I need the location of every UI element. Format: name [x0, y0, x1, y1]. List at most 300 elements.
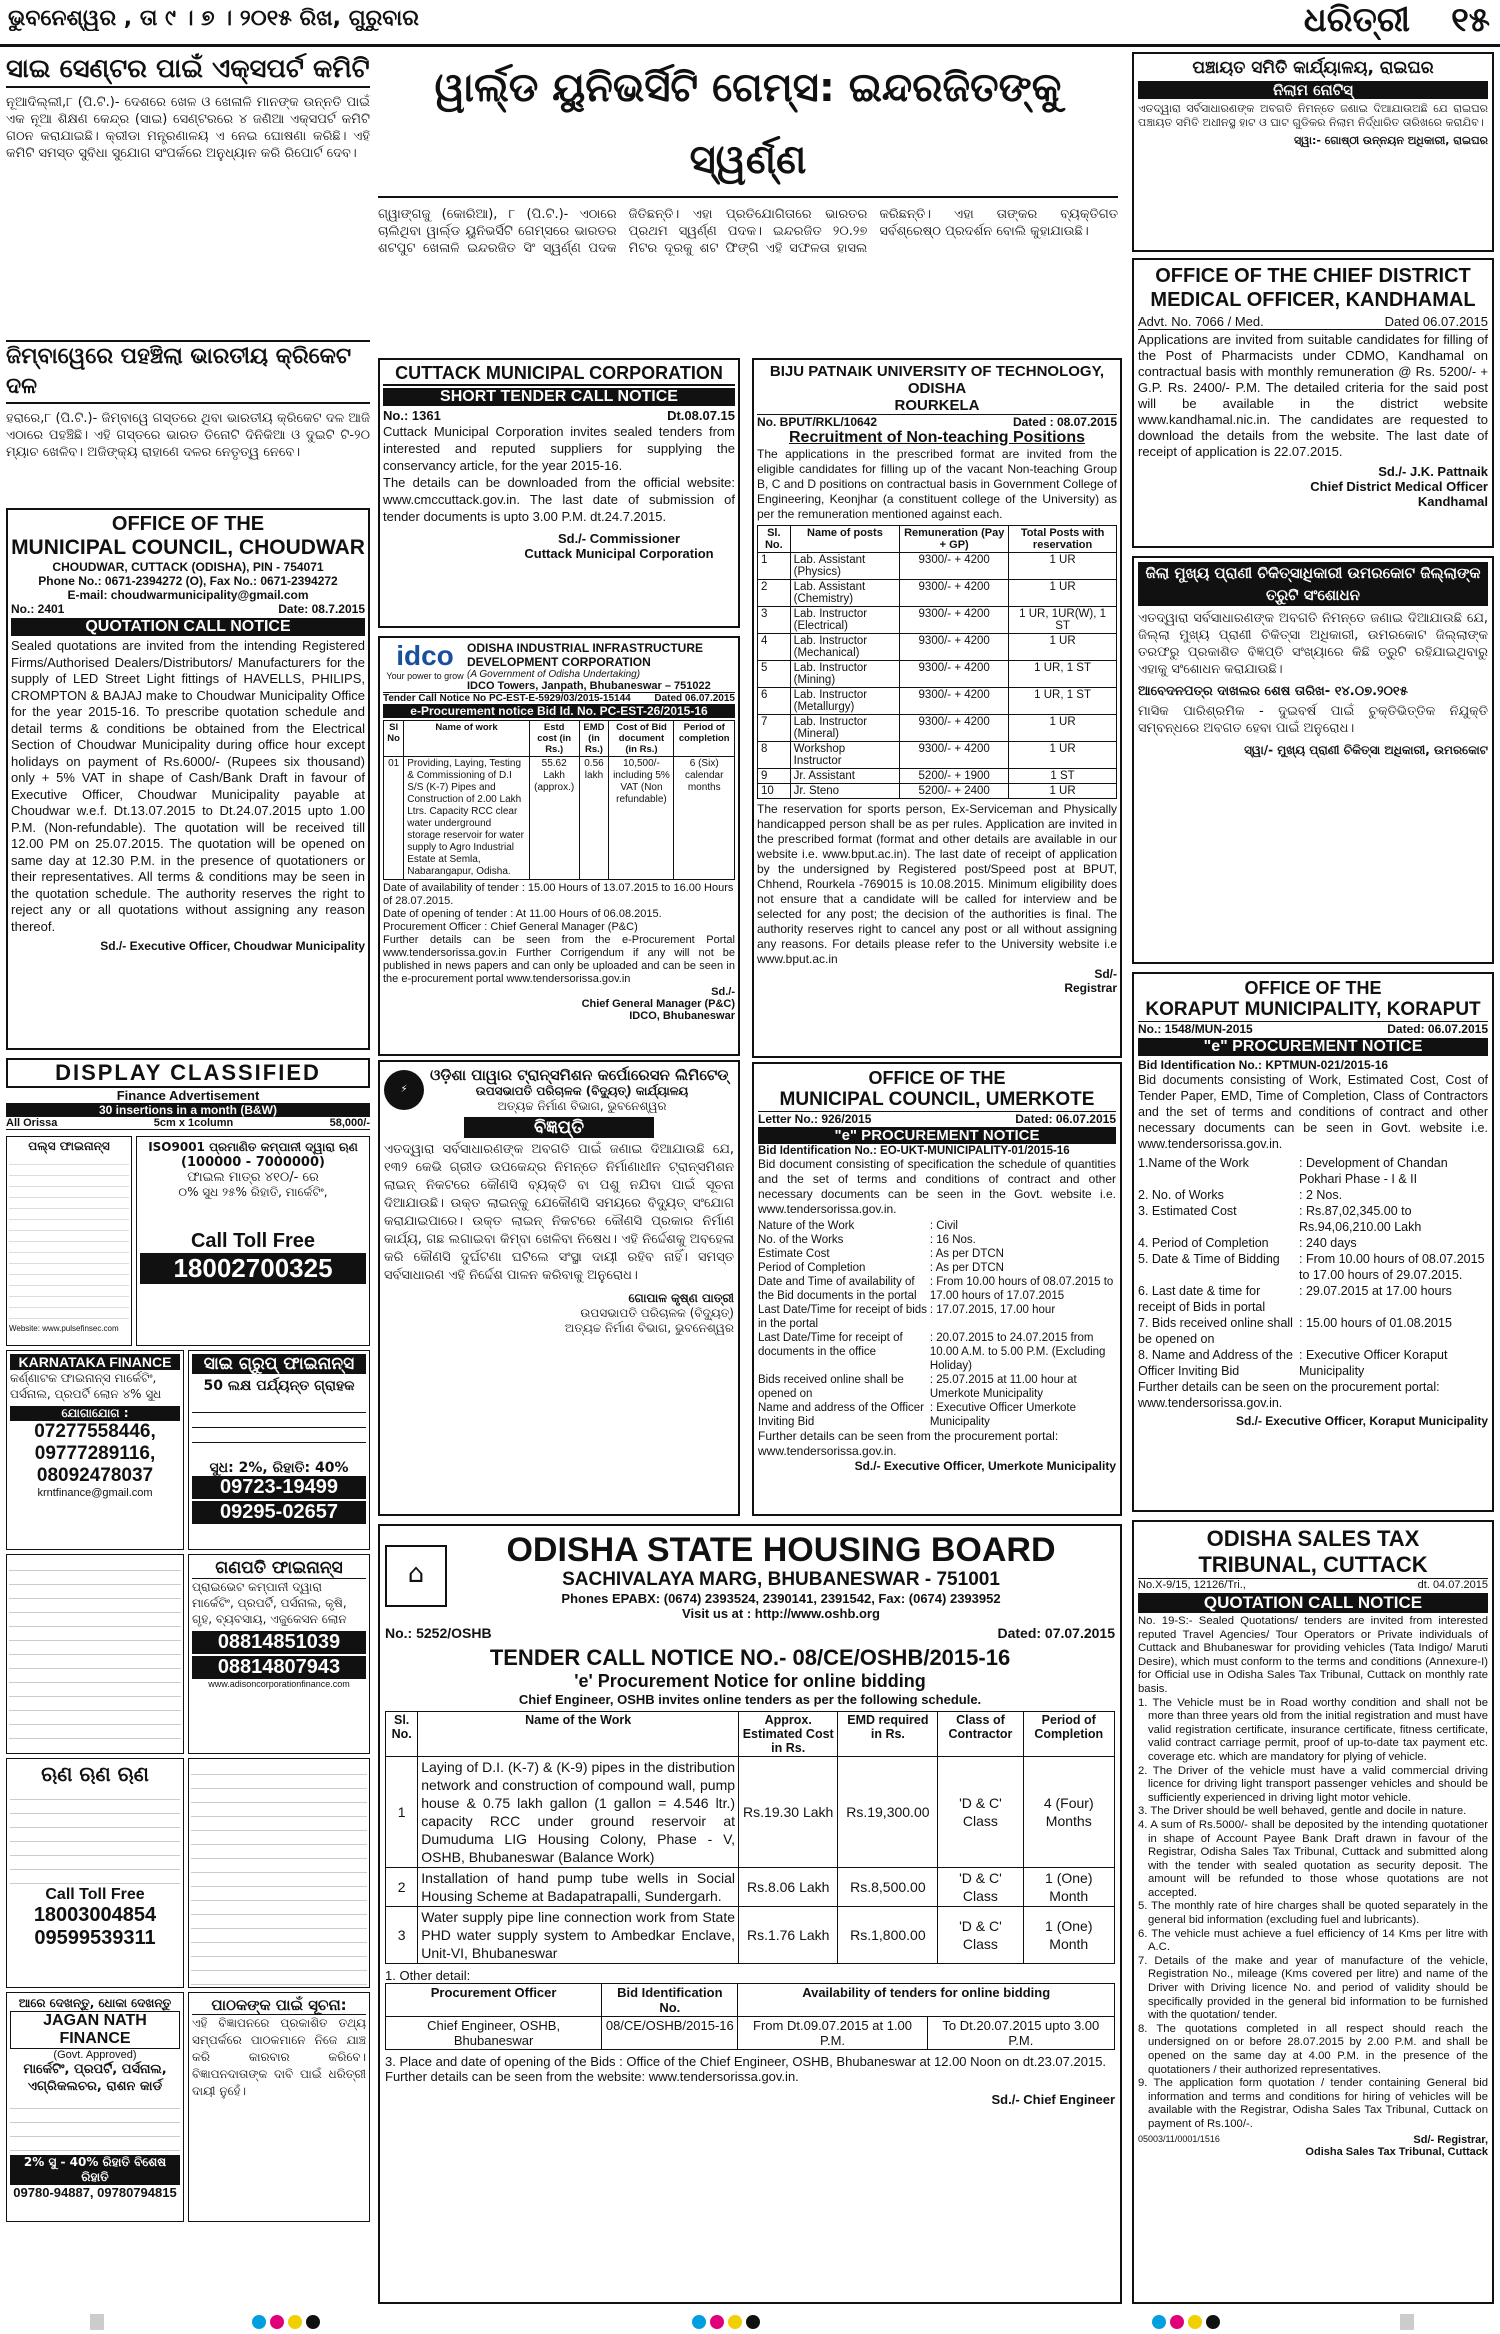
table-cell: Jr. Assistant — [790, 769, 900, 784]
code: 05003/11/0001/1516 — [1138, 2133, 1220, 2144]
insertions: 30 insertions in a month (B&W) — [6, 1103, 370, 1117]
ad-body: କର୍ଣ୍ଣାଟକ ଫାଇନାନ୍ସ ମାର୍କେଟିଂ, ପର୍ସନାଲ, ପ୍ରପର୍ଟି ଲୋନ ୪% ସୁଧ — [10, 1371, 162, 1401]
detail-label: Date and Time of availability of the Bid documents in the portal — [758, 1276, 917, 1302]
headline: ଜିମ୍ବାୱେରେ ପହଞ୍ଚିଲା ଭାରତୀୟ କ୍ରିକେଟ ଦଳ — [6, 340, 370, 404]
table-cell: 1 UR — [1009, 784, 1117, 799]
bid-id: e-Procurement notice Bid Id. No. PC-EST-26/2015-16 — [383, 704, 735, 718]
procurement-officer: Procurement Officer : Chief General Manager (P&C) — [383, 921, 638, 933]
detail-value: : Civil — [929, 1220, 958, 1232]
table-cell: Laying of D.I. (K-7) & (K-9) pipes in the distribution network and construction of compound wall, pump house & 0.75 lakh gallon (1 gallon = 4.546 ltr.) capacity RCC under ground reservoir at Dumuduma LIG Housing Colony, Phase - V, OSHB, Bhubaneswar (Balance Work) — [418, 1757, 739, 1868]
table-cell: 10,500/- including 5% VAT (Non refundable) — [609, 757, 674, 880]
table-cell: 9 — [758, 769, 791, 784]
table-row — [758, 769, 1117, 784]
detail-row — [758, 1401, 1116, 1429]
notice-date: Dated : 08.07.2015 — [1012, 415, 1117, 429]
detail-label: 2. No. of Works — [1138, 1188, 1224, 1202]
phone: Phone No.: 0671-2394272 (O), Fax No.: 0671-2394272 — [38, 574, 338, 588]
detail-value: : 16 Nos. — [929, 1234, 976, 1246]
table-row — [758, 580, 1117, 607]
notice-body-2: The details can be downloaded from the official website: www.cmccuttack.gov.in. The last date of submission of tender documents is upto 3.00 P.M. dt.24.7.2015. — [383, 475, 735, 524]
notice-body: ଏତଦ୍ୱାରା ସର୍ବସାଧାରଣଙ୍କ ଅବଗତି ନିମନ୍ତେ ଜଣାଇ ଦିଆଯାଉଅଛି ଯେ ରାଇଘର ପଞ୍ଚାୟତ ସମିତି ଅଧୀନସ୍ଥ ହାଟ ଓ ଘାଟ ଗୁଡିକର ନିଲାମ ନିର୍ଦ୍ଧାରିତ ତାରିଖରେ କରାଯିବ। — [1138, 102, 1488, 129]
signature-title: Odisha Sales Tax Tribunal, Cuttack — [1305, 2145, 1488, 2158]
detail-row — [1138, 1347, 1488, 1379]
notice-title-line1: OFFICE OF THE — [868, 1068, 1006, 1088]
detail-row — [758, 1331, 1116, 1373]
notice-title-line1: OFFICE OF THE — [111, 513, 265, 535]
detail-label: Last Date/Time for receipt of documents in the office — [758, 1332, 903, 1358]
signature-title: ଉପସଭାପତି ପରିଚାଳକ (ବିଦ୍ୟୁତ୍) — [580, 1306, 734, 1320]
signature-place: Kandhamal — [1417, 494, 1488, 509]
ad-title: ISO9001 ପ୍ରମାଣିତ କମ୍ପାନୀ ଦ୍ୱାରା ଋଣ — [148, 1140, 358, 1154]
table-header: Sl No — [384, 721, 404, 757]
table-row — [758, 634, 1117, 661]
numbered-point: 4. A sum of Rs.5000/- shall be deposited by the intending quotationer in shape of Account Payee Bank Draft drawn in favour of the Registrar, Odisha Sales Tax Tribunal, Cuttack and submitted along with the tender with sealed quotation as security deposit. The amount will be refunded to those whose quotations are not accepted. — [1138, 1818, 1488, 1899]
notice-body: Sealed quotations are invited from the intending Registered Firms/Authorised Dealers/Distributors/ Manufacturers for the supply of LED Street Light fittings of HAVELLS, PHILIPS, CROMPTON & BAJAJ make to Choudwar Municipality Office for the year 2015-16. To prescribe quotation schedule and detail terms & conditions be obtained from the Electrical Section of Choudwar Municipality during office hour except holidays on payment of Rs.6000/- (Rupees six thousand) only + 5% VAT in shape of Cash/Bank Draft in favour of Executive Officer, Choudwar Municipality payable at Choudwar w.e.f. Dt.13.07.2015 to Dt.24.07.2015 upto 1.00 P.M. (Non-refundable). The quotation will be received till 12.00 PM on 25.07.2015. The quotation will be opened on same day at 12.30 P.M. in the presence of quotationers or their representatives. All terms & conditions may be seen in the quotation schedule. The authority reserves the right to reject any or all quotations without assigning any reason thereof. — [11, 638, 365, 934]
notice-number: No.: 1548/MUN-2015 — [1138, 1022, 1253, 1036]
signature: Sd./- Commissioner — [557, 531, 681, 546]
notice-subtitle: QUOTATION CALL NOTICE — [11, 618, 365, 636]
table-header: Procurement Officer — [386, 1984, 602, 2017]
table-header: EMD (in Rs.) — [579, 721, 609, 757]
place-of-opening: 3. Place and date of opening of the Bids : Office of the Chief Engineer, OSHB, Bhubaneswar at 12.00 Noon on dt.23.07.2015. — [385, 2054, 1107, 2069]
numbered-point: 3. The Driver should be well behaved, gentle and docile in nature. — [1138, 1805, 1467, 1818]
newspaper-logo: ଧରିତ୍ରୀ — [1303, 0, 1410, 40]
table-cell: Installation of hand pump tube wells in Social Housing Scheme at Badapatrapalli, Sundergarh. — [418, 1868, 739, 1907]
table-cell: 1 UR, 1 ST — [1009, 661, 1117, 688]
detail-label: 8. Name and Address of the Officer Inviting Bid — [1138, 1348, 1293, 1378]
ad-title: ଋଣ ଋଣ ଋଣ — [41, 1762, 149, 1786]
table-cell: 7 — [758, 715, 791, 742]
notice-number: No.: 2401 — [11, 602, 65, 616]
numbered-point: 6. The vehicle must achieve a fuel efficiency of 14 Kms per litre with A.C. — [1138, 1927, 1488, 1954]
cdmo-notice — [1132, 258, 1494, 548]
further-details: Further details can be seen from the procurement portal: www.tendersorissa.gov.in. — [758, 1429, 1059, 1458]
registration-dot — [270, 2315, 284, 2329]
registration-dot — [1188, 2315, 1202, 2329]
notice-date: Date: 08.7.2015 — [278, 602, 365, 616]
signature-place: ଅତ୍ୟଚ୍ଚ ନିର୍ମାଣ ବିଭାଗ, ଭୁବନେଶ୍ୱର — [564, 1321, 734, 1335]
table-cell: Chief Engineer, OSHB, Bhubaneswar — [386, 2017, 602, 2050]
ad-title: ପଲ୍ସ ଫାଇନାନ୍ସ — [28, 1139, 110, 1153]
table-cell: 9300/- + 4200 — [900, 553, 1009, 580]
table-header: Name of posts — [790, 526, 900, 553]
table-cell: Jr. Steno — [790, 784, 900, 799]
ad-file-fee: ଫାଇଲ ମାତ୍ର ୪୧୦/- ରେ — [187, 1170, 319, 1185]
table-cell: Rs.8,500.00 — [838, 1868, 938, 1907]
detail-label: 7. Bids received online shall be opened on — [1138, 1316, 1293, 1346]
notice-title-line2: TRIBUNAL, CUTTACK — [1138, 1552, 1488, 1579]
ad-ganapati-finance — [188, 1554, 370, 1754]
notice-title: BIJU PATNAIK UNIVERSITY OF TECHNOLOGY, ODISHA — [769, 363, 1105, 397]
table-header: Name of the Work — [418, 1712, 739, 1757]
registration-dot — [1152, 2315, 1166, 2329]
ad-toll-free: Call Toll Free — [190, 1230, 316, 1252]
article-body: ନୂଆଦିଲ୍ଲୀ,୮ (ପି.ଟି.)- ଦେଶରେ ଖେଳ ଓ ଖେଳାଳି ମାନଙ୍କ ଉନ୍ନତି ପାଇଁ ଏକ ନୂଆ ଶିକ୍ଷଣ କେନ୍ଦ୍ର (ସାଇ) ସେଣ୍ଟରରେ ୪ ଜଣିଆ ଏକ୍ସପର୍ଟ କମିଟି ଗଠନ କରାଯାଇଛି। କ୍ରୀଡା ମନ୍ତ୍ରଣାଳୟ ଏ ନେଇ ଘୋଷଣା କରିଛି। ଏହି କମିଟି ସମସ୍ତ ସୁବିଧା ସୁଯୋଗ ସଂପର୍କରେ ଅନୁଧ୍ୟାନ କରି ରିପୋର୍ଟ ଦେବ। — [6, 95, 370, 161]
ad-range: (100000 - 7000000) — [181, 1155, 325, 1170]
table-cell: Workshop Instructor — [790, 742, 900, 769]
ad-phone-2[interactable]: 09599539311 — [34, 1927, 156, 1949]
ad-phone-2[interactable]: 09295-02657 — [192, 1501, 366, 1524]
signature: ଗୋପାଳ କୃଷ୍ଣ ପାତ୍ରୀ — [628, 1291, 734, 1305]
table-cell: 5200/- + 2400 — [900, 784, 1009, 799]
signature: ସ୍ୱା/- ମୁଖ୍ୟ ପ୍ରାଣୀ ଚିକିତ୍ସା ଅଧିକାରୀ, ଉମରକୋଟ — [1244, 743, 1488, 757]
article-body: ଗ୍ୱାଙ୍ଗଜୁ (କୋରିଆ), ୮ (ପି.ଟି.)- ଏଠାରେ ଚାଲିଥିବା ୱାର୍ଲ୍ଡ ୟୁନିଭର୍ସିଟି ଗେମ୍ସରେ ଭାରତର ଶଟପୁଟ ଖେଳାଳି ଇନ୍ଦରଜିତ ସିଂ ସ୍ୱର୍ଣ୍ଣ ପଦକ ଜିତିଛନ୍ତି। ଏହା ପ୍ରତିଯୋଗିତାରେ ଭାରତର ପ୍ରଥମ ସ୍ୱର୍ଣ୍ଣ ପଦକ। ଇନ୍ଦରଜିତ ୨୦.୨୭ ମିଟର ଦୂରକୁ ଶଟ ଫିଙ୍ଗି ଏହି ସଫଳତା ହାସଲ କରିଛନ୍ତି। ଏହା ତାଙ୍କର ବ୍ୟକ୍ତିଗତ ସର୍ବଶ୍ରେଷ୍ଠ ପ୍ରଦର୍ଶନ ବୋଲି କୁହାଯାଉଛି। — [378, 207, 1118, 256]
detail-value: : 15.00 hours of 01.08.2015 — [1299, 1316, 1452, 1330]
registration-dot — [306, 2315, 320, 2329]
table-cell: 6 (Six) calendar months — [674, 757, 735, 880]
table-row — [758, 607, 1117, 634]
registration-dot — [692, 2315, 706, 2329]
tender-call-number: Tender Call Notice No PC-EST-E-5929/03/2015-15144 — [383, 693, 631, 704]
tender-call-number: TENDER CALL NOTICE NO.- 08/CE/OSHB/2015-16 — [489, 1645, 1011, 1670]
ad-listing — [6, 1554, 184, 1754]
detail-value: : 20.07.2015 to 24.07.2015 from 10.00 A.M. to 5.00 P.M. (Excluding Holiday) — [929, 1332, 1106, 1372]
table-cell: 3 — [386, 1907, 418, 1964]
table-cell: 9300/- + 4200 — [900, 607, 1009, 634]
notice-title: CUTTACK MUNICIPAL CORPORATION — [383, 363, 735, 386]
table-cell: 1 UR, 1UR(W), 1 ST — [1009, 607, 1117, 634]
address: SACHIVALAYA MARG, BHUBANESWAR - 751001 — [562, 1569, 1000, 1590]
table-header: Remuneration (Pay + GP) — [900, 526, 1009, 553]
detail-row — [1138, 1283, 1488, 1315]
table-row — [386, 1907, 1115, 1964]
ad-line: 50 ଲକ୍ଷ ପର୍ଯ୍ୟନ୍ତ ଗ୍ରାହକ — [203, 1378, 355, 1394]
detail-label: Name and address of the Officer Inviting Bid — [758, 1402, 924, 1428]
table-cell: 1 UR — [1009, 553, 1117, 580]
notice-date: Dated: 06.07.2015 — [1387, 1022, 1488, 1036]
registration-dot — [746, 2315, 760, 2329]
registration-dot — [252, 2315, 266, 2329]
notice-title: OFFICE OF THE CHIEF DISTRICT MEDICAL OFFICER, KANDHAMAL — [1150, 265, 1476, 311]
detail-row — [1138, 1155, 1488, 1187]
table-cell: To Dt.20.07.2015 upto 3.00 P.M. — [927, 2017, 1114, 2050]
table-cell: 2 — [386, 1868, 418, 1907]
table-cell: 4 — [758, 634, 791, 661]
cmc-notice — [378, 358, 740, 628]
gray-swatch — [90, 2314, 104, 2330]
invitation: Chief Engineer, OSHB invites online tenders as per the following schedule. — [518, 1692, 982, 1707]
idco-notice-box — [378, 636, 740, 1056]
notice-title: ଜିଲା ମୁଖ୍ୟ ପ୍ରାଣୀ ଚିକିତ୍ସାଧିକାରୀ ଉମରକୋଟ ଜିଲ୍ଲାଙ୍କ ତ୍ରୁଟି ସଂଶୋଧନ — [1138, 562, 1488, 606]
sales-tax-tribunal-notice — [1132, 1520, 1494, 2304]
table-row — [386, 1757, 1115, 1868]
website[interactable]: Visit us at : http://www.oshb.org — [682, 1606, 880, 1621]
notice-title: ଓଡ଼ିଶା ପାୱାର ଟ୍ରାନ୍ସମିଶନ କର୍ପୋରେସନ ଲିମିଟେଡ୍ — [430, 1066, 729, 1084]
color-dots — [250, 2314, 322, 2333]
detail-row — [758, 1247, 1116, 1261]
oshb-logo-icon: ⌂ — [385, 1545, 447, 1607]
table-cell: 08/CE/OSHB/2015-16 — [602, 2017, 738, 2050]
notice-body: Applications are invited from suitable candidates for filling of the Post of Pharmacists under CDMO, Kandhamal on contractual basis with monthly remuneration @ Rs. 5200/- + G.P. Rs. 2400/- P.M. The detailed criteria for the said post will be available in the district website www.kandhamal.nic.in. The candidates are requested to download the details from the website. The last date of receipt of application is 22.07.2015. — [1138, 332, 1488, 459]
ad-listing-2 — [188, 1758, 370, 1988]
detail-row — [1138, 1203, 1488, 1235]
registration-dot — [288, 2315, 302, 2329]
numbered-point: 5. The monthly rate of hire charges shall be quoted separately in the general bid information (excluding fuel and lubricants). — [1138, 1900, 1488, 1927]
ad-rate: ସୁଧ: 2%, ରିହାତି: 40% — [209, 1460, 349, 1476]
further-details: Further details can be seen on the procurement portal: www.tendersorissa.gov.in. — [1138, 1380, 1440, 1410]
ad-phone-1[interactable]: 18003004854 — [33, 1904, 157, 1926]
notice-title: ପଞ୍ଚାୟତ ସମିତି କାର୍ଯ୍ୟାଳୟ, ରାଇଘର — [1192, 58, 1434, 78]
notice-number: No.: 1361 — [383, 408, 441, 423]
ad-rate: ୦% ସୁଧ ୨୫% ରିହାତି, ମାର୍କେଟିଂ, — [178, 1185, 328, 1199]
notice-label: ବିଜ୍ଞପ୍ତି — [464, 1117, 654, 1138]
last-date: ଆବେଦନପତ୍ର ଦାଖଲର ଶେଷ ତାରିଖ- ୧୪.୦୭.୨୦୧୫ — [1138, 684, 1408, 699]
detail-value: : Development of Chandan Pokhari Phase - I & II — [1299, 1156, 1448, 1186]
bput-notice — [752, 358, 1122, 1058]
gray-swatch-right — [1400, 2314, 1414, 2330]
table-cell: 1 (One) Month — [1023, 1868, 1115, 1907]
table-cell: 1 — [758, 553, 791, 580]
notice-subtitle: Recruitment of Non-teaching Positions — [788, 429, 1085, 446]
notice-date: Dated: 06.07.2015 — [1015, 1112, 1116, 1126]
table-cell: From Dt.09.07.2015 at 1.00 P.M. — [738, 2017, 927, 2050]
phones: Phones EPABX: (0674) 2393524, 2390141, 2391542, Fax: (0674) 2393952 — [561, 1591, 1001, 1606]
signature-place: IDCO, Bhubaneswar — [629, 1010, 735, 1022]
detail-label: 6. Last date & time for receipt of Bids in portal — [1138, 1284, 1266, 1314]
color-dots-right — [1150, 2314, 1222, 2333]
ad-pulse-finance — [6, 1136, 132, 1346]
table-cell: 1 UR — [1009, 634, 1117, 661]
table-header: Availability of tenders for online bidding — [738, 1984, 1115, 2017]
detail-row — [1138, 1187, 1488, 1203]
table-row — [386, 1868, 1115, 1907]
signature-title: Chief District Medical Officer — [1310, 479, 1488, 494]
notice-subtitle: QUOTATION CALL NOTICE — [1138, 1593, 1488, 1613]
classified-title: DISPLAY CLASSIFIED — [6, 1058, 370, 1088]
detail-row — [758, 1261, 1116, 1275]
detail-row — [1138, 1315, 1488, 1347]
notice-subtitle: "e" PROCUREMENT NOTICE — [758, 1127, 1116, 1144]
registration-dot — [728, 2315, 742, 2329]
table-cell: Rs.1,800.00 — [838, 1907, 938, 1964]
further-details: Further details can be seen from the e-Procurement Portal www.tendersorissa.gov.in Further Corrigendum if any will not be published in news papers and can only be uploaded and can be seen in the e-procurement portal www.tendersorissa.gov.in — [383, 934, 735, 985]
table-header: Estd cost (in Rs.) — [529, 721, 579, 757]
notice-intro: Bid document consisting of specification the schedule of quantities and the set of terms and conditions of contract and other necessary documents can be seen in the Govt. website i.e. www.tendersorissa.gov.in. — [758, 1157, 1116, 1216]
notice-subtitle: ଉପସଭାପତି ପରିଚାଳକ (ବିଦ୍ୟୁତ୍) କାର୍ଯ୍ୟାଳୟ — [475, 1084, 689, 1098]
detail-value: : Executive Officer Koraput Municipality — [1299, 1348, 1448, 1378]
bid-id: Bid Identification No.: KPTMUN-021/2015-16 — [1138, 1058, 1389, 1072]
table-cell: Lab. Instructor (Mechanical) — [790, 634, 900, 661]
notice-title-line1: ODISHA SALES TAX — [1206, 1526, 1420, 1551]
detail-value: : From 10.00 hours of 08.07.2015 to 17.00 hours of 29.07.2015. — [1299, 1252, 1485, 1282]
table-cell: 9300/- + 4200 — [900, 580, 1009, 607]
table-header: Period of Completion — [1023, 1712, 1115, 1757]
notice-date: Dated: 07.07.2015 — [997, 1625, 1115, 1641]
table-cell: Rs.19.30 Lakh — [739, 1757, 838, 1868]
notice-subtitle-2: ଅତ୍ୟଚ୍ଚ ନିର୍ମାଣ ବିଭାଗ, ଭୁବନେଶ୍ୱର — [497, 1099, 667, 1113]
veterinary-corrigendum — [1132, 556, 1494, 964]
detail-row — [758, 1275, 1116, 1303]
ad-email[interactable]: krntfinance@gmail.com — [37, 1487, 153, 1499]
ad-phone-2[interactable]: 09777289116, — [34, 1443, 156, 1464]
numbered-point: 1. The Vehicle must be in Road worthy condition and shall not be more than three years old from the initial registration and must have valid registration certificate, insurance certificate, fitness certificate, valid contract carriage permit, proof of up-to-date tax payment etc. coverage etc. which are mandatory for plying of vehicle. — [1138, 1696, 1488, 1763]
notice-number: No.X-9/15, 12126/Tri., — [1138, 1579, 1246, 1591]
posts-table — [757, 525, 1117, 799]
table-row — [758, 715, 1117, 742]
headline: ସାଇ ସେଣ୍ଟର ପାଇଁ ଏକ୍ସପର୍ଟ କମିଟି — [6, 52, 370, 88]
table-cell: 3 — [758, 607, 791, 634]
other-detail-label: 1. Other detail: — [385, 1968, 471, 1983]
ad-phone-3[interactable]: 08092478037 — [36, 1465, 154, 1486]
detail-row — [758, 1373, 1116, 1401]
detail-value: : 2 Nos. — [1299, 1188, 1343, 1202]
table-cell: Lab. Instructor (Mineral) — [790, 715, 900, 742]
registration-dot — [1206, 2315, 1220, 2329]
ad-phone-1[interactable]: 07277558446, — [34, 1421, 156, 1442]
ad-jagannath-finance — [6, 1992, 184, 2222]
detail-value: : 240 days — [1299, 1236, 1357, 1250]
signature: Sd./- Executive Officer, Umerkote Municipality — [854, 1459, 1116, 1473]
table-header: Period of completion — [674, 721, 735, 757]
work-table — [383, 720, 735, 880]
table-cell: 9300/- + 4200 — [900, 634, 1009, 661]
ad-website[interactable]: www.adisoncorporationfinance.com — [208, 1679, 350, 1689]
table-header: Sl. No. — [758, 526, 791, 553]
detail-label: Period of Completion — [758, 1262, 866, 1274]
ad-phone-1[interactable]: 08814851039 — [192, 1631, 366, 1654]
table-row — [758, 661, 1117, 688]
rate-area: All Orissa — [6, 1117, 58, 1129]
works-table — [385, 1711, 1115, 1964]
idco-logo: idco — [396, 640, 454, 671]
notice-subtitle: SHORT TENDER CALL NOTICE — [383, 388, 735, 406]
table-cell: 9300/- + 4200 — [900, 661, 1009, 688]
table-cell: Lab. Assistant (Physics) — [790, 553, 900, 580]
table-cell: Lab. Assistant (Chemistry) — [790, 580, 900, 607]
news-sai-center — [6, 52, 370, 342]
notice-title: ODISHA STATE HOUSING BOARD — [506, 1531, 1056, 1569]
other-detail-table — [385, 1983, 1115, 2050]
signature: Sd/- Registrar, — [1413, 2133, 1488, 2146]
ad-title: ପାଠକଙ୍କ ପାଇଁ ସୂଚନା: — [192, 1996, 366, 2015]
idco-tagline: Your power to grow — [386, 671, 464, 681]
news-cricket — [6, 340, 370, 500]
ad-contact-label: ଯୋଗାଯୋଗ : — [10, 1406, 180, 1421]
ad-body: ଏହି ବିଜ୍ଞାପନରେ ପ୍ରକାଶିତ ତଥ୍ୟ ସମ୍ପର୍କରେ ପାଠକମାନେ ନିଜେ ଯାଞ୍ଚ କରି କାରବାର କରିବେ। ବିଜ୍ଞାପନଦାତାଙ୍କ ଦାବି ପାଇଁ ଧରିତ୍ରୀ ଦାୟୀ ନୁହେଁ। — [192, 2016, 366, 2098]
print-registration-marks — [0, 2310, 1500, 2334]
umerkote-notice — [752, 1062, 1122, 1516]
notice-body: ଏତଦ୍ୱାରା ସର୍ବସାଧାରଣଙ୍କ ଅବଗତି ପାଇଁ ଜଣାଇ ଦିଆଯାଉଛି ଯେ, ୧୩୨ କେଭି ଗ୍ରୀଡ ଉପକେନ୍ଦ୍ର ନିମନ୍ତେ ନିର୍ମାଣାଧୀନ ଟ୍ରାନ୍ସମିଶନ ଲାଇନ୍ ନିକଟରେ କୌଣସି ବ୍ୟକ୍ତି ବା ପଶୁ ନଯିବା ପାଇଁ ସୂଚନା ଦିଆଯାଉଛି। ଉକ୍ତ ଲାଇନ୍‌କୁ ଯେକୌଣସି ସମୟରେ ବିଦ୍ୟୁତ୍ ସଂଯୋଗ କରାଯାଇପାରେ। ଉକ୍ତ ଲାଇନ୍ ନିକଟରେ କୌଣସି ପ୍ରକାର ନିର୍ମାଣ କାର୍ଯ୍ୟ, ଗଛ ଲଗାଇବା କିମ୍ବା ଖେଳିବା ନିଷେଧ। ଏହି ନିର୍ଦ୍ଦେଶକୁ ଅବହେଳା କରି କୌଣସି ଦୁର୍ଘଟଣା ଘଟିଲେ ସଂସ୍ଥା ଦାୟୀ ରହିବ ନାହିଁ। ସମସ୍ତ ସର୍ବସାଧାରଣ ଏହି ନିର୍ଦ୍ଦେଶ ପାଳନ କରିବାକୁ ଅନୁରୋଧ। — [384, 1142, 734, 1283]
numbered-point: 2. The Driver of the vehicle must have a valid commercial driving licence for driving light transport passenger vehicles and should be sufficiently experienced in driving light motor vehicle. — [1138, 1764, 1488, 1804]
table-row — [758, 784, 1117, 799]
ad-body: ପ୍ରାଇଭେଟ କମ୍ପାନୀ ଦ୍ୱାରା ମାର୍କେଟିଂ, ପ୍ରପର୍ଟି, ପର୍ସନାଲ, କୃଷି, ଗୃହ, ବ୍ୟବସାୟ, ଏଜୁକେସନ ଲୋନ — [192, 1580, 347, 1626]
choudwar-notice — [6, 508, 370, 1050]
notice-body: ଏତଦ୍ୱାରା ସର୍ବସାଧାରଣଙ୍କ ଅବଗତି ନିମନ୍ତେ ଜଣାଇ ଦିଆଯାଉଛି ଯେ, ଜିଲ୍ଲା ମୁଖ୍ୟ ପ୍ରାଣୀ ଚିକିତ୍ସା ଅଧିକାରୀ, ଉମରକୋଟ ଜିଲ୍ଲାଙ୍କ ତରଫରୁ ପ୍ରକାଶିତ ବିଜ୍ଞପ୍ତି ସଂଖ୍ୟାରେ କିଛି ତ୍ରୁଟି ରହିଯାଇଥିବାରୁ ଏହାକୁ ସଂଶୋଧନ କରାଯାଉଛି। — [1138, 611, 1488, 677]
notice-body: Cuttack Municipal Corporation invites sealed tenders from interested and reputed suppliers for supplying the conservancy article, for the year 2015-16. — [383, 424, 735, 473]
detail-value: : 17.07.2015, 17.00 hour — [929, 1304, 1056, 1316]
notice-title-line2: MUNICIPAL COUNCIL, CHOUDWAR — [11, 536, 365, 559]
notice-city: ROURKELA — [757, 397, 1117, 415]
ad-body: ମାର୍କେଟିଂ, ପ୍ରପର୍ଟି, ପର୍ସନାଲ, ଏଗ୍ରିକଲଚର, ରାଶନ କାର୍ଡ — [23, 2062, 167, 2094]
table-cell: 9300/- + 4200 — [900, 715, 1009, 742]
signature: Sd./- J.K. Pattnaik — [1378, 464, 1488, 479]
ad-sai-group — [188, 1350, 370, 1550]
table-cell: 1 — [386, 1757, 418, 1868]
remuneration: ମାସିକ ପାରିଶ୍ରମିକ - ଦୁଇବର୍ଷ ପାଇଁ ଚୁକ୍ତିଭିତ୍ତିକ ନିଯୁକ୍ତି ସମ୍ବନ୍ଧରେ ଅବଗତ ହେବା ପାଇଁ ଅନୁରୋଧ। — [1138, 704, 1488, 736]
table-row — [758, 688, 1117, 715]
detail-label: 4. Period of Completion — [1138, 1236, 1269, 1250]
notice-footer: The reservation for sports person, Ex-Serviceman and Physically handicapped person shall be as per rules. Application are invited in the prescribed format (format and other details are available in our website i.e. www.bput.ac.in). The last date of receipt of application by the undersigned by Registered post/Speed post at BPUT, Chhend, Rourkela -769015 is 10.08.2015. Minimum eligibility does not ensure that a candidate will be called for interview and be selected for any post; the decision of the authorities is final. The authority reserves right to cancel any post or all without assigning any reasons. For details please refer to the University website i.e www.bput.ac.in — [757, 802, 1117, 966]
classified-subtitle: Finance Advertisement — [116, 1088, 260, 1103]
numbered-point: 8. The quotations completed in all respect should reach the undersigned on or before 28.07.2015 by 2.00 P.M. and shall be opened on the same day at 4.00 P.M. in the presence of the quotationers / their authorized representatives. — [1138, 2022, 1488, 2076]
table-cell: 4 (Four) Months — [1023, 1757, 1115, 1868]
ad-readers-notice — [188, 1992, 370, 2222]
table-cell: 01 — [384, 757, 404, 880]
table-cell: 2 — [758, 580, 791, 607]
eprocurement-label: 'e' Procurement Notice for online bidding — [574, 1671, 926, 1691]
ad-phone-2[interactable]: 08814807943 — [192, 1656, 366, 1679]
letter-number: Letter No.: 926/2015 — [758, 1112, 872, 1126]
ad-title: JAGAN NATH FINANCE — [10, 2011, 180, 2049]
detail-label: 3. Estimated Cost — [1138, 1204, 1237, 1218]
ad-title: ଗଣପତି ଫାଇନାନ୍ସ — [192, 1558, 366, 1579]
notice-intro: Bid documents consisting of Work, Estimated Cost, Cost of Tender Paper, EMD, Time of Completion, Class of Contractors and the set of terms and conditions of contract and other necessary documents can be seen in Govt. website i.e. www.tendersorissa.gov.in. — [1138, 1073, 1488, 1151]
table-cell: 8 — [758, 742, 791, 769]
detail-label: 5. Date & Time of Bidding — [1138, 1252, 1280, 1266]
table-cell: 1 UR, 1 ST — [1009, 688, 1117, 715]
table-cell: 1 ST — [1009, 769, 1117, 784]
table-cell: 9300/- + 4200 — [900, 688, 1009, 715]
signature: Sd./- Executive Officer, Choudwar Municipality — [100, 939, 365, 953]
notice-number: No.: 5252/OSHB — [385, 1625, 492, 1641]
panchayat-notice — [1132, 52, 1494, 252]
table-cell: 'D & C' Class — [938, 1868, 1023, 1907]
detail-value: : Executive Officer Umerkote Municipality — [929, 1402, 1076, 1428]
ad-phone[interactable]: 18002700325 — [140, 1253, 366, 1284]
signature: Sd./- Executive Officer, Koraput Municipality — [1235, 1414, 1488, 1428]
ad-toll-free: Call Toll Free — [45, 1886, 145, 1903]
table-cell: 1 UR — [1009, 715, 1117, 742]
detail-row — [1138, 1251, 1488, 1283]
rate-price: 58,000/- — [329, 1117, 370, 1129]
table-cell: 'D & C' Class — [938, 1757, 1023, 1868]
page-number: ୧୫ — [1451, 0, 1490, 40]
ad-phones[interactable]: 09780-94887, 09780794815 — [13, 2185, 177, 2200]
ad-subtitle: (Govt. Approved) — [53, 2049, 137, 2061]
detail-label: No. of the Works — [758, 1234, 844, 1246]
detail-value: : As per DTCN — [929, 1248, 1004, 1260]
table-header: Total Posts with reservation — [1009, 526, 1117, 553]
detail-row — [758, 1219, 1116, 1233]
signature: Sd/- — [1094, 967, 1117, 981]
article-body: ହରାରେ,୮ (ପି.ଟି.)- ଜିମ୍ବାୱେ ଗସ୍ତରେ ଥିବା ଭାରତୀୟ କ୍ରିକେଟ ଦଳ ଆଜି ଏଠାରେ ପହଞ୍ଚିଛି। ଏହି ଗସ୍ତରେ ଭାରତ ତିନୋଟି ଦିନିକିଆ ଓ ଦୁଇଟି ଟି-୨୦ ମ୍ୟାଚ ଖେଳିବ। ଅଜିଙ୍କ୍ୟ ରାହାଣେ ଦଳର ନେତୃତ୍ୱ ନେବେ। — [6, 411, 370, 460]
notice-date: dt. 04.07.2015 — [1417, 1579, 1488, 1591]
table-cell: 55.62 Lakh (approx.) — [529, 757, 579, 880]
ad-karnataka-finance — [6, 1350, 184, 1550]
table-cell: 1 UR — [1009, 742, 1117, 769]
table-row — [758, 553, 1117, 580]
detail-label: Nature of the Work — [758, 1220, 855, 1232]
notice-subtitle: "e" PROCUREMENT NOTICE — [1138, 1038, 1488, 1056]
address: IDCO Towers, Janpath, Bhubaneswar – 751022 — [467, 680, 711, 692]
color-dots-center — [690, 2314, 762, 2333]
table-cell: 10 — [758, 784, 791, 799]
detail-label: Bids received online shall be opened on — [758, 1374, 904, 1400]
detail-value: : From 10.00 hours of 08.07.2015 to 17.00 hours of 17.07.2015 — [929, 1276, 1114, 1302]
table-cell: 'D & C' Class — [938, 1907, 1023, 1964]
signature-title: Cuttack Municipal Corporation — [524, 546, 714, 561]
table-row — [758, 742, 1117, 769]
notice-title: ODISHA INDUSTRIAL INFRASTRUCTURE DEVELOPMENT CORPORATION — [467, 641, 703, 669]
notice-date: Dt.08.07.15 — [667, 408, 735, 423]
ad-phone-1[interactable]: 09723-19499 — [192, 1476, 366, 1499]
registration-dot — [1170, 2315, 1184, 2329]
table-header: Approx. Estimated Cost in Rs. — [739, 1712, 838, 1757]
notice-subtitle: ନିଲାମ ନୋଟିସ୍ — [1138, 81, 1488, 99]
table-cell: Lab. Instructor (Metallurgy) — [790, 688, 900, 715]
numbered-point: 7. Details of the make and year of manufacture of the vehicle, Registration No., mileage (Kms covered per litre) and name of the Driver with Driving licence No. and period of validity should be specifically provided in the general bid information to be furnished with the quotation/ tender. — [1138, 1954, 1488, 2022]
detail-value: : Rs.87,02,345.00 to Rs.94,06,210.00 Lakh — [1299, 1204, 1422, 1234]
